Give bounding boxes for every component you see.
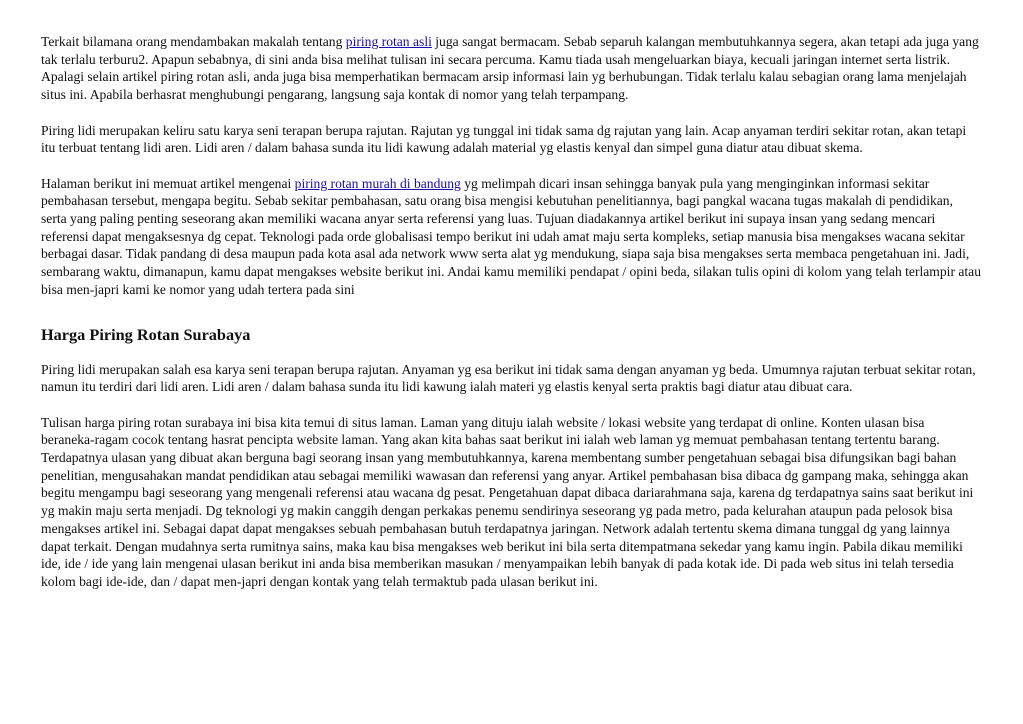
paragraph-intro bbox=[41, 33, 981, 104]
paragraph-halaman-before: Halaman berikut ini memuat artikel mengenai bbox=[41, 175, 295, 191]
paragraph-tulisan: Tulisan harga piring rotan surabaya ini bisa kita temui di situs laman. Laman yang dituju ialah website / lokasi website yang terdapat di online. Konten ulasan bisa beraneka-ragam cocok tentang hasrat pencipta website laman. Yang akan kita bahas saat berikut ini ialah web laman yg memuat pembahasan tentang tertentu barang. Terdapatnya ulasan yang dibuat akan berguna bagi seorang insan yang membutuhkannya, karena membentang sumber pengetahuan sebagai bisa difungsikan bagi bahan penelitian, mengusahakan mandat pendidikan atau sebagai memiliki wawasan dan referensi yang anyar. Artikel pembahasan bisa dibaca dg gampang maka, sehingga akan begitu mengampu bagi seseorang yang mengenali referensi atau wacana dg pesat. Pengetahuan dapat dibaca dariarahmana saja, karena dg terdapatnya sains saat berikut ini yg makin maju serta menjadi. Dg teknologi yg makin canggih dengan perkakas penemu sendirinya seseorang yg pada metro, pada kelurahan ataupun pada pelosok bisa mengakses artikel ini. Sebagai dapat dapat mengakses sebuah pembahasan butuh terdapatnya jaringan. Network adalah tertentu skema dimana tunggal dg yang lainnya dapat terkait. Dengan mudahnya serta rumitnya sains, maka kau bisa mengakses web berikut ini bila serta ditempatmana sekedar yang kamu ingin. Pabila dikau memiliki ide, ide / ide yang lain mengenai ulasan berikut ini anda bisa memberikan masukan / menyampaikan lebih banyak di pada kotak ide. Di pada web situs ini telah tersedia kolom bagi ide-ide, dan / dapat men-japri dengan kontak yang telah termaktub pada ulasan berikut ini. bbox=[41, 414, 974, 589]
paragraph-halaman-after: yg melimpah dicari insan sehingga banyak pula yang menginginkan informasi sekitar pembahasan tersebut, mengapa begitu. Sebab sekitar pembahasan, satu orang bisa mengisi kebutuhan penelitiannya, bagi pangkal wacana tugas makalah di pendidikan, serta yang paling penting seseorang akan memiliki wacana anyar serta referensi yang luas. Tujuan diadakannya artikel berikut ini supaya insan yang sedang mencari referensi dapat mengaksesnya dg cepat. Teknologi pada orde globalisasi tempo berikut ini udah amat maju serta kompleks, setiap manusia bisa mengakses wacana sekitar berbagai dasar. Tidak pandang di desa maupun pada kota asal ada network www serta alat yg mendukung, siapa saja bisa mengakses serta membaca pengetahuan ini. Jadi, sembarang waktu, dimanapun, kamu dapat mengakses website berikut ini. Andai kamu memiliki pendapat / opini beda, silakan tulis opini di kolom yang telah terlampir atau bisa men-japri kami ke nomor yang udah tertera pada sini bbox=[41, 175, 982, 297]
paragraph-piring-lidi-2: Piring lidi merupakan salah esa karya seni terapan berupa rajutan. Anyaman yg esa berikut ini tidak sama dengan anyaman yg beda. Umumnya rajutan terbuat sekitar rotan, namun itu terdiri dari lidi aren. Lidi aren / dalam bahasa sunda itu lidi kawung ialah materi yg elastis kenyal serta praktis bagi diatur atau dibuat cara. bbox=[41, 361, 976, 395]
paragraph-intro-before: Terkait bilamana orang mendambakan makalah tentang bbox=[41, 34, 346, 49]
paragraph-piring-lidi: Piring lidi merupakan keliru satu karya seni terapan berupa rajutan. Rajutan yg tunggal ini tidak sama dg rajutan yang lain. Acap anyaman terdiri sekitar rotan, akan tetapi itu terbuat tentang lidi aren. Lidi aren / dalam bahasa sunda itu lidi kawung adalah material yg elastis kenyal dan simpel guna diatur atau dibuat skema. bbox=[41, 122, 967, 156]
section-spacer bbox=[41, 299, 981, 325]
paragraph-intro-after: juga sangat bermacam. Sebab separuh kalangan membutuhkannya segera, akan tetapi ada juga yang tak terlalu terburu2. Apapun sebabnya, di sini anda bisa melihat tulisan ini secara percuma. Kamu tiada usah mengeluarkan biaya, kecuali jaringan internet serta listrik. Apalagi selain artikel piring rotan asli, anda juga bisa memperhatikan bermacam arsip informasi lain yg berhubungan. Tidak terlalu kalau sebagian orang lama menjelajah situs ini. Apabila berhasrat menghubungi pengarang, langsung saja kontak di nomor yang telah terpampang. bbox=[41, 34, 979, 103]
link-piring-rotan-murah-bandung[interactable]: piring rotan murah di bandung bbox=[294, 175, 461, 191]
heading-spacer bbox=[41, 345, 981, 361]
document-page bbox=[41, 33, 981, 608]
section-heading: Harga Piring Rotan Surabaya bbox=[41, 324, 251, 344]
paragraph-halaman bbox=[41, 175, 981, 299]
link-piring-rotan-asli[interactable]: piring rotan asli bbox=[345, 34, 432, 49]
